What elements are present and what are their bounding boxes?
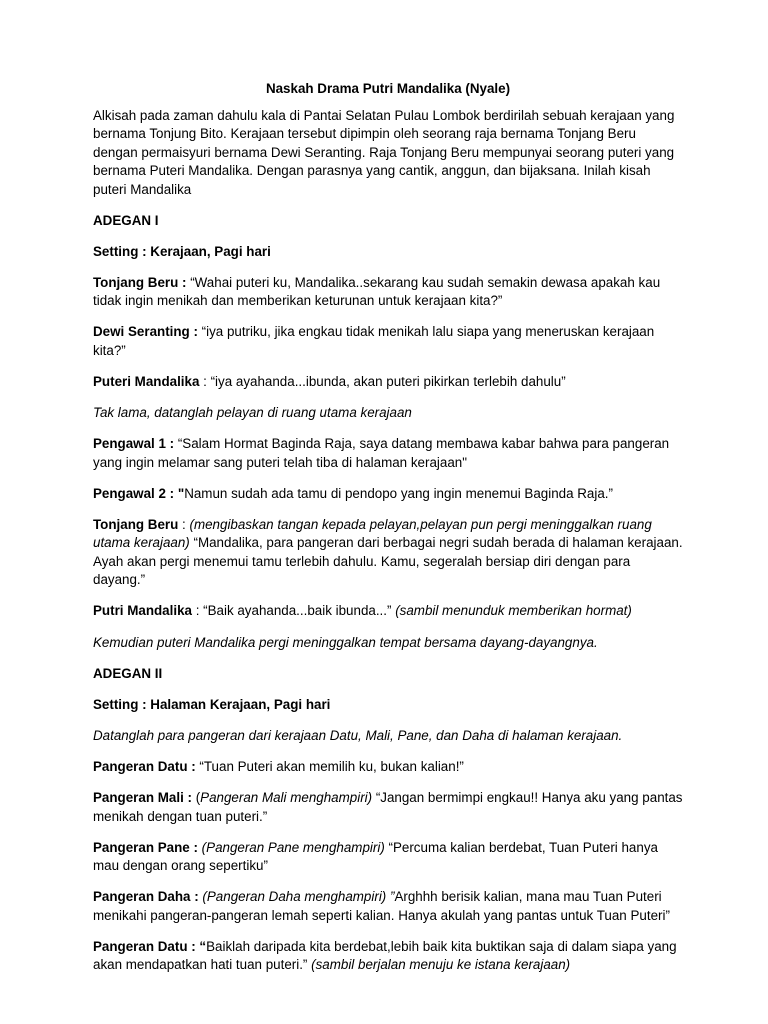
dialogue-text: Arghhh berisik kalian, mana mau Tuan Puteri menikahi pangeran-pangeran lemah seperti kalian. Hanya akulah yang pantas untuk Tuan Puteri” xyxy=(93,889,670,923)
dialogue-text: “Jangan bermimpi engkau!! Hanya aku yang pantas menikah dengan tuan puteri.” xyxy=(93,790,683,824)
speaker-name: Pengawal 1 : xyxy=(93,436,175,452)
stage-direction: (Pangeran Pane menghampiri) xyxy=(201,839,385,855)
dialogue-text: Namun sudah ada tamu di pendopo yang ingin menemui Baginda Raja.” xyxy=(184,485,613,501)
stage-direction: (sambil menunduk memberikan hormat) xyxy=(395,603,632,619)
scene-heading-1: ADEGAN I xyxy=(93,212,159,228)
dialogue-line xyxy=(93,839,683,876)
speaker-name: Puteri Mandalika xyxy=(93,373,200,389)
stage-direction: Pangeran Mali menghampiri) xyxy=(200,790,373,805)
dialogue-text: “Percuma kalian berdebat, Tuan Puteri hanya mau dengan orang sepertiku” xyxy=(93,839,658,874)
dialogue-text: “iya putriku, jika engkau tidak menikah lalu siapa yang meneruskan kerajaan kita?” xyxy=(93,324,655,358)
stage-direction: (Pangeran Daha menghampiri) ” xyxy=(202,889,395,905)
dialogue-line xyxy=(93,274,683,311)
dialogue-line xyxy=(93,435,683,472)
dialogue-line xyxy=(93,373,683,392)
dialogue-line xyxy=(93,758,683,777)
narration-line: Kemudian puteri Mandalika pergi meninggalkan tempat bersama dayang-dayangnya. xyxy=(93,634,598,650)
dialogue-text: : “Baik ayahanda...baik ibunda...” xyxy=(191,603,396,619)
speaker-name: Pengawal 2 : " xyxy=(93,485,185,501)
dialogue-line xyxy=(93,602,683,621)
speaker-name: Putri Mandalika xyxy=(93,603,192,619)
dialogue-text: “Wahai puteri ku, Mandalika..sekarang kau sudah semakin dewasa apakah kau tidak ingin menikah dan memberikan keturunan untuk kerajaan kita?” xyxy=(93,274,661,309)
dialogue-text: : xyxy=(178,516,190,532)
dialogue-line xyxy=(93,938,683,975)
narration-line: Tak lama, datanglah pelayan di ruang utama kerajaan xyxy=(93,405,412,421)
scene-heading-2: ADEGAN II xyxy=(93,665,163,681)
dialogue-text: “Salam Hormat Baginda Raja, saya datang membawa kabar bahwa para pangeran yang ingin melamar sang puteri telah tiba di halaman kerajaan" xyxy=(93,436,670,470)
speaker-name: Pangeran Mali : xyxy=(93,790,192,805)
dialogue-line xyxy=(93,789,683,826)
narration-line: Datanglah para pangeran dari kerajaan Datu, Mali, Pane, dan Daha di halaman kerajaan. xyxy=(93,727,623,743)
dialogue-text: Baiklah daripada kita berdebat,lebih baik kita buktikan saja di dalam siapa yang akan mendapatkan hati tuan puteri.” xyxy=(93,938,677,973)
speaker-name: Pangeran Pane : xyxy=(93,839,198,855)
speaker-name: Tonjang Beru : xyxy=(93,274,187,290)
dialogue-line xyxy=(93,323,683,360)
dialogue-text: ( xyxy=(191,790,201,805)
intro-paragraph: Alkisah pada zaman dahulu kala di Pantai Selatan Pulau Lombok berdirilah sebuah kerajaan yang bernama Tonjung Bito. Kerajaan tersebut dipimpin oleh seorang raja bernama Tonjang Beru dengan permaisyuri bernama Dewi Seranting. Raja Tonjang Beru mempunyai seorang puteri yang bernama Puteri Mandalika. Dengan parasnya yang cantik, anggun, dan bijaksana. Inilah kisah puteri Mandalika xyxy=(93,107,675,197)
document-body xyxy=(93,80,683,987)
speaker-name: Dewi Seranting : xyxy=(93,324,198,340)
document-title: Naskah Drama Putri Mandalika (Nyale) xyxy=(265,81,511,96)
dialogue-line xyxy=(93,516,683,590)
stage-direction: (sambil berjalan menuju ke istana kerajaan) xyxy=(311,957,571,973)
speaker-name: Tonjang Beru xyxy=(93,516,179,532)
dialogue-text: “Mandalika, para pangeran dari berbagai negri sudah berada di halaman kerajaan. Ayah akan pergi menemui tamu terlebih dahulu. Kamu, segeralah bersiap diri dengan para dayang.” xyxy=(93,535,683,588)
dialogue-text: “Tuan Puteri akan memilih ku, bukan kalian!” xyxy=(195,758,464,774)
speaker-name: Pangeran Datu : “ xyxy=(93,938,207,954)
scene-setting-1: Setting : Kerajaan, Pagi hari xyxy=(93,243,271,259)
dialogue-line xyxy=(93,485,683,504)
speaker-name: Pangeran Daha : xyxy=(93,889,199,905)
speaker-name: Pangeran Datu : xyxy=(93,758,196,774)
dialogue-line xyxy=(93,888,683,925)
dialogue-text: : “iya ayahanda...ibunda, akan puteri pikirkan terlebih dahulu” xyxy=(199,373,566,389)
scene-setting-2: Setting : Halaman Kerajaan, Pagi hari xyxy=(93,696,331,712)
stage-direction: (mengibaskan tangan kepada pelayan,pelayan pun pergi meninggalkan ruang utama kerajaan) xyxy=(93,516,652,551)
